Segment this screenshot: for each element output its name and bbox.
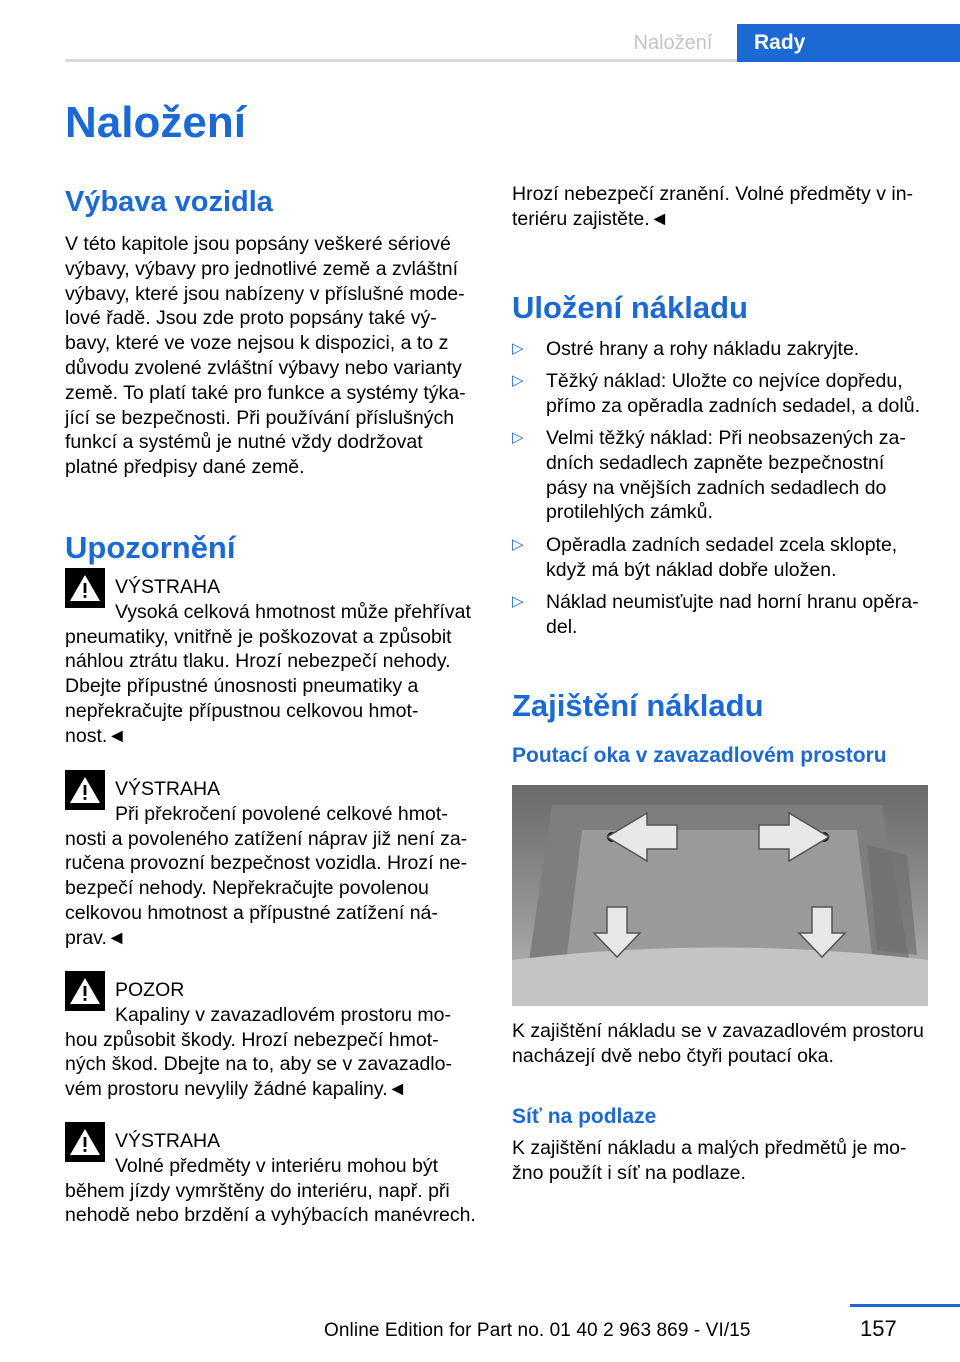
bullet-triangle-icon: ▷ [512,340,524,357]
continued-text: Hrozí nebezpečí zranění. Volné předměty v in- teriéru zajistěte.◄ [512,183,914,230]
list-item: ▷ Těžký náklad: Uložte co nejvíce dopředu, přímo za opěradla zadních sedadel, a dolů. [512,370,920,417]
bullet-triangle-icon: ▷ [512,429,524,446]
warning-4: VÝSTRAHA Volné předměty v interiéru mohou být během jízdy vymrštěny do interiéru, např. při nehodě nebo brzdění a vyhýbacích manévrech. [65,1129,480,1228]
s4-subheading: Poutací oka v zavazadlovém prostoru [512,744,887,767]
page-number: 157 [860,1316,897,1341]
warning-1: VÝSTRAHA Vysoká celková hmotnost může přehřívat pneumatiky, vnitřně je poškozovat a způsobit náhlou ztrátu tlaku. Hrozí nebezpečí nehody. Dbejte přípustné únosnosti pneumatiky a nepřekračujte přípustnou celkovou hmot- nost.◄ [65,575,480,749]
bullet-triangle-icon: ▷ [512,536,524,553]
list-item: ▷ Náklad neumisťujte nad horní hranu opěra- del. [512,591,919,638]
s1-text: V této kapitole jsou popsány veškeré sériové výbavy, výbavy pro jednotlivé země a zvláštní výbavy, které jsou nabízeny v příslušné mode- lové řadě. Jsou zde proto popsány také vý- bavy, které ve voze nejsou k dispozici, a to z důvodu zvolené zvláštní výbavy nebo varianty země. To platí také pro funkce a systémy týka- jící se bezpečnosti. Při používání příslušných funkcí a systémů je nutné vždy dodržovat platné předpisy dané země. [65,233,466,479]
bullet-triangle-icon: ▷ [512,593,524,610]
header-tab-section[interactable]: Naložení [633,32,713,54]
warning-icon [65,770,105,810]
caution-icon [65,971,105,1011]
warning-label: VÝSTRAHA [115,576,221,598]
page-title: Naložení [65,98,246,147]
s2-heading: Upozornění [65,530,236,565]
s5-text: K zajištění nákladu a malých předmětů je mo- žno použít i síť na podlaze. [512,1137,907,1184]
warning-2: VÝSTRAHA Při překročení povolené celkové hmot- nosti a povoleného zatížení náprav již není za- ručena provozní bezpečnost vozidla. Hrozí ne- bezpečí nehody. Nepřekračujte povolenou celkovou hmotnost a přípustné zatížení ná- prav.◄ [65,777,480,951]
luggage-compartment-photo [512,785,928,1006]
bullet-triangle-icon: ▷ [512,372,524,389]
warning-icon [65,568,105,608]
list-item: ▷ Ostré hrany a rohy nákladu zakryjte. [512,338,860,360]
s3-heading: Uložení nákladu [512,290,748,325]
s4-heading: Zajištění nákladu [512,688,764,723]
warning-icon [65,1122,105,1162]
s1-heading: Výbava vozidla [65,186,273,218]
warning-label: VÝSTRAHA [115,778,221,800]
header-tab-chapter[interactable]: Rady [737,24,960,62]
list-item: ▷ Opěradla zadních sedadel zcela sklopte, když má být náklad dobře uložen. [512,534,898,581]
photo-caption: K zajištění nákladu se v zavazadlovém prostoru nacházejí dvě nebo čtyři poutací oka. [512,1020,924,1067]
footer-rule [850,1304,960,1307]
warning-label: POZOR [115,979,185,1001]
warning-3: POZOR Kapaliny v zavazadlovém prostoru mo- hou způsobit škody. Hrozí nebezpečí hmot- ných škod. Dbejte na to, aby se v zavazadlo- vém prostoru nevylily žádné kapaliny.◄ [65,978,480,1102]
list-item: ▷ Velmi těžký náklad: Při neobsazených za- dních sedadlech zapněte bezpečnostní pásy na vnějších zadních sedadlech do protilehlých zámků. [512,427,906,524]
warning-label: VÝSTRAHA [115,1130,221,1152]
footer-edition: Online Edition for Part no. 01 40 2 963 869 - VI/15 [324,1320,751,1341]
s5-heading: Síť na podlaze [512,1105,657,1128]
